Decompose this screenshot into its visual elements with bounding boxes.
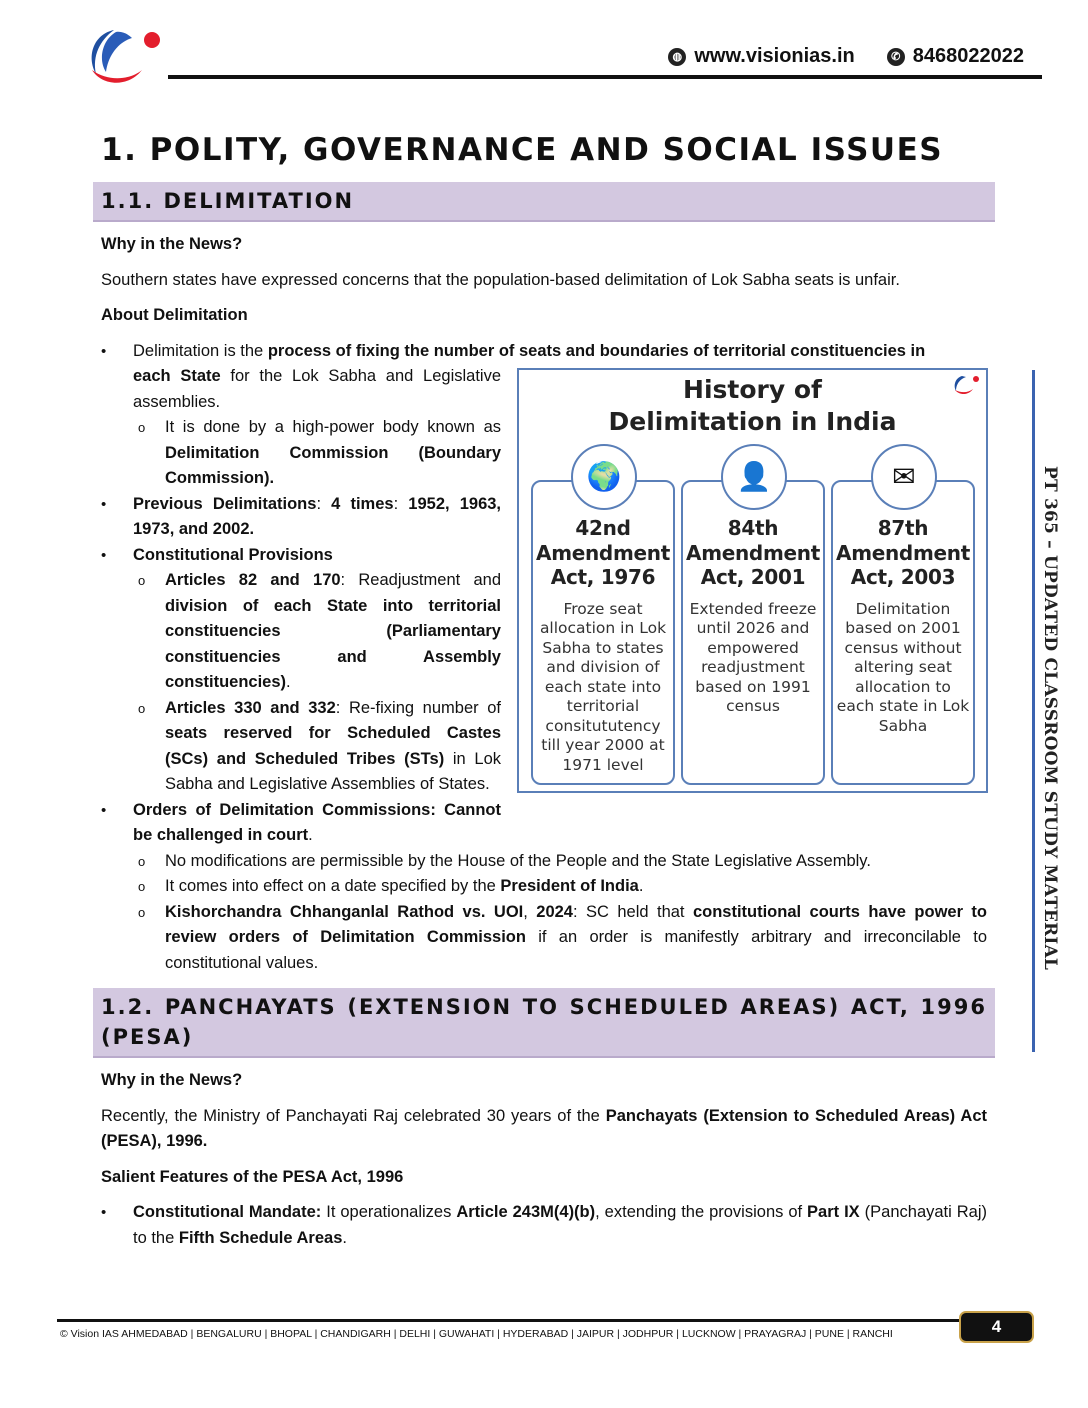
bold-text-run: 2024: [536, 902, 573, 921]
bullet-text: [133, 540, 987, 569]
card-act: Act, 2001: [700, 565, 806, 589]
why-in-news-text: Southern states have expressed concerns that the population-based delimitation of Lok Sabha seats is unfair.: [101, 270, 900, 289]
card-act: Act, 1976: [550, 565, 656, 589]
page-content: [101, 128, 987, 1251]
text-run: Recently, the Ministry of Panchayati Raj celebrated 30 years of the: [101, 1106, 606, 1125]
contact-info: [668, 45, 1024, 68]
bold-text-run: Fifth Schedule Areas: [178, 1228, 343, 1247]
bold-text-run: seats reserved for Scheduled Castes (SCs) and Scheduled Tribes (STs): [165, 724, 501, 768]
text-run: Delimitation is the: [133, 341, 268, 360]
why-in-news-heading: Why in the News?: [101, 1071, 243, 1089]
list-item: [101, 540, 987, 798]
list-item: [101, 492, 987, 543]
footer-rule: [57, 1319, 959, 1322]
bold-text-run: Kishorchandra Chhanganlal Rathod vs. UOI: [165, 902, 524, 921]
text-run: :: [393, 494, 409, 513]
bold-text-run: Constitutional Mandate:: [133, 1203, 322, 1221]
title-line: Delimitation in India: [608, 407, 897, 436]
bold-text-run: process of fixing the number of seats and boundaries of territorial constituencies in: [267, 341, 926, 360]
card-number: 84th: [727, 516, 779, 540]
text-run: It operationalizes: [321, 1203, 457, 1221]
chapter-title: 1. POLITY, GOVERNANCE AND SOCIAL ISSUES: [101, 132, 944, 168]
text-run: if an order is manifestly arbitrary and irreconcilable to constitutional values.: [165, 928, 987, 972]
text-run: for the Lok Sabha and Legislative assemblies.: [133, 367, 501, 411]
footer-text: © Vision IAS AHMEDABAD | BENGALURU | BHOPAL | CHANDIGARH | DELHI | GUWAHATI | HYDERABAD | JAIPUR | JODHPUR | LUCKNOW | PRAYAGRAJ | PUNE | RANCHI: [60, 1328, 893, 1340]
text-run: : Readjustment and: [340, 571, 501, 589]
bold-text-run: President of India: [500, 877, 639, 895]
card-label: Amendment: [536, 540, 670, 565]
bold-text-run: Part IX: [807, 1203, 860, 1221]
website-link[interactable]: www.visionias.in: [694, 45, 855, 67]
text-run: No modifications are permissible by the House of the People and the State Legislative Assembly.: [165, 851, 871, 870]
vision-ias-logo: [84, 26, 164, 88]
bold-text-run: 1952, 1963, 1973, and 2002.: [133, 494, 502, 538]
card-number: 87th: [877, 516, 929, 540]
text-run: :: [316, 494, 332, 513]
sub-list-item: [133, 849, 987, 875]
card-description: Froze seat allocation in Lok Sabha to states and division of each state into territorial consitututency till year 2000 at 1971 level: [539, 599, 667, 774]
sub-list-item: [133, 568, 987, 696]
delimitation-bullets: [101, 339, 987, 977]
sub-list-item: [133, 415, 987, 492]
bold-text-run: each State: [133, 367, 221, 385]
text-run: in Lok Sabha and Legislative Assemblies of States.: [165, 749, 501, 793]
text-run: , extending the provisions of: [595, 1203, 808, 1221]
card-number: 42nd: [575, 516, 631, 540]
about-heading: About Delimitation: [101, 306, 248, 324]
text-run: (Panchayati Raj) to the: [133, 1203, 987, 1247]
phone-number: 8468022022: [912, 45, 1024, 67]
list-item: [101, 1200, 987, 1251]
bold-text-run: division of each State into territorial constituencies (Parliamentary constituencies and Assembly constituencies): [165, 596, 501, 691]
envelope-gear-icon: ✉: [871, 444, 937, 510]
card-description: Delimitation based on 2001 census without altering seat allocation to each state in Lok Sabha: [836, 599, 970, 735]
side-rule: [1032, 370, 1035, 1052]
text-run: .: [308, 826, 313, 844]
bold-text-run: Orders of Delimitation Commissions: Cannot be challenged in court: [133, 800, 501, 844]
text-run: .: [286, 673, 291, 691]
text-run: It is done by a high-power body known as: [165, 418, 501, 436]
sub-list-item: [133, 900, 987, 977]
person-refresh-icon: 👤: [721, 444, 787, 510]
bold-text-run: constitutional courts have power to review orders of Delimitation Commission: [165, 902, 988, 946]
bold-text-run: Articles 330 and 332: [165, 698, 336, 717]
bold-text-run: Panchayats (Extension to Scheduled Areas) Act (PESA), 1996.: [101, 1106, 988, 1150]
bold-text-run: Previous Delimitations: [133, 494, 317, 513]
card-act: Act, 2003: [850, 565, 956, 589]
text-run: It comes into effect on a date specified by the: [165, 877, 501, 895]
card-label: Amendment: [686, 540, 820, 565]
section-heading-pesa: 1.2. PANCHAYATS (EXTENSION TO SCHEDULED AREAS) ACT, 1996 (PESA): [93, 988, 995, 1058]
bold-text-run: 4 times: [331, 494, 394, 513]
card-description: Extended freeze until 2026 and empowered readjustment based on 1991 census: [689, 599, 817, 715]
globe-protest-icon: 🌍: [571, 444, 637, 510]
bold-text-run: Article 243M(4)(b): [456, 1203, 596, 1221]
bold-text-run: Articles 82 and 170: [165, 571, 341, 589]
sub-list-item: [133, 696, 987, 798]
bold-text-run: Constitutional Provisions: [133, 545, 333, 564]
title-line: History of: [683, 375, 822, 404]
card-label: Amendment: [836, 540, 970, 565]
globe-icon: ◍: [668, 48, 686, 66]
why-in-news-text: [101, 1104, 987, 1155]
bold-text-run: Delimitation Commission (Boundary Commission).: [165, 443, 501, 487]
list-item: [101, 798, 987, 977]
section-heading-delimitation: 1.1. DELIMITATION: [93, 182, 995, 222]
vision-ias-logo-mini: [952, 374, 980, 396]
side-label: PT 365 – UPDATED CLASSROOM STUDY MATERIAL: [1040, 466, 1060, 971]
why-in-news-heading: Why in the News?: [101, 235, 243, 253]
features-heading: Salient Features of the PESA Act, 1996: [101, 1167, 404, 1186]
text-run: .: [342, 1228, 347, 1247]
page-number: 4: [959, 1311, 1034, 1343]
pesa-bullets: [101, 1200, 987, 1251]
sub-list-item: [133, 874, 987, 900]
text-run: : Re-fixing number of: [335, 698, 501, 717]
text-run: ,: [523, 902, 537, 921]
text-run: .: [638, 877, 644, 895]
bullet-text: [133, 339, 987, 365]
bullet-text: [133, 798, 987, 849]
phone-icon: ✆: [887, 48, 905, 66]
text-run: : SC held that: [573, 902, 693, 921]
header-rule: [168, 75, 1042, 79]
